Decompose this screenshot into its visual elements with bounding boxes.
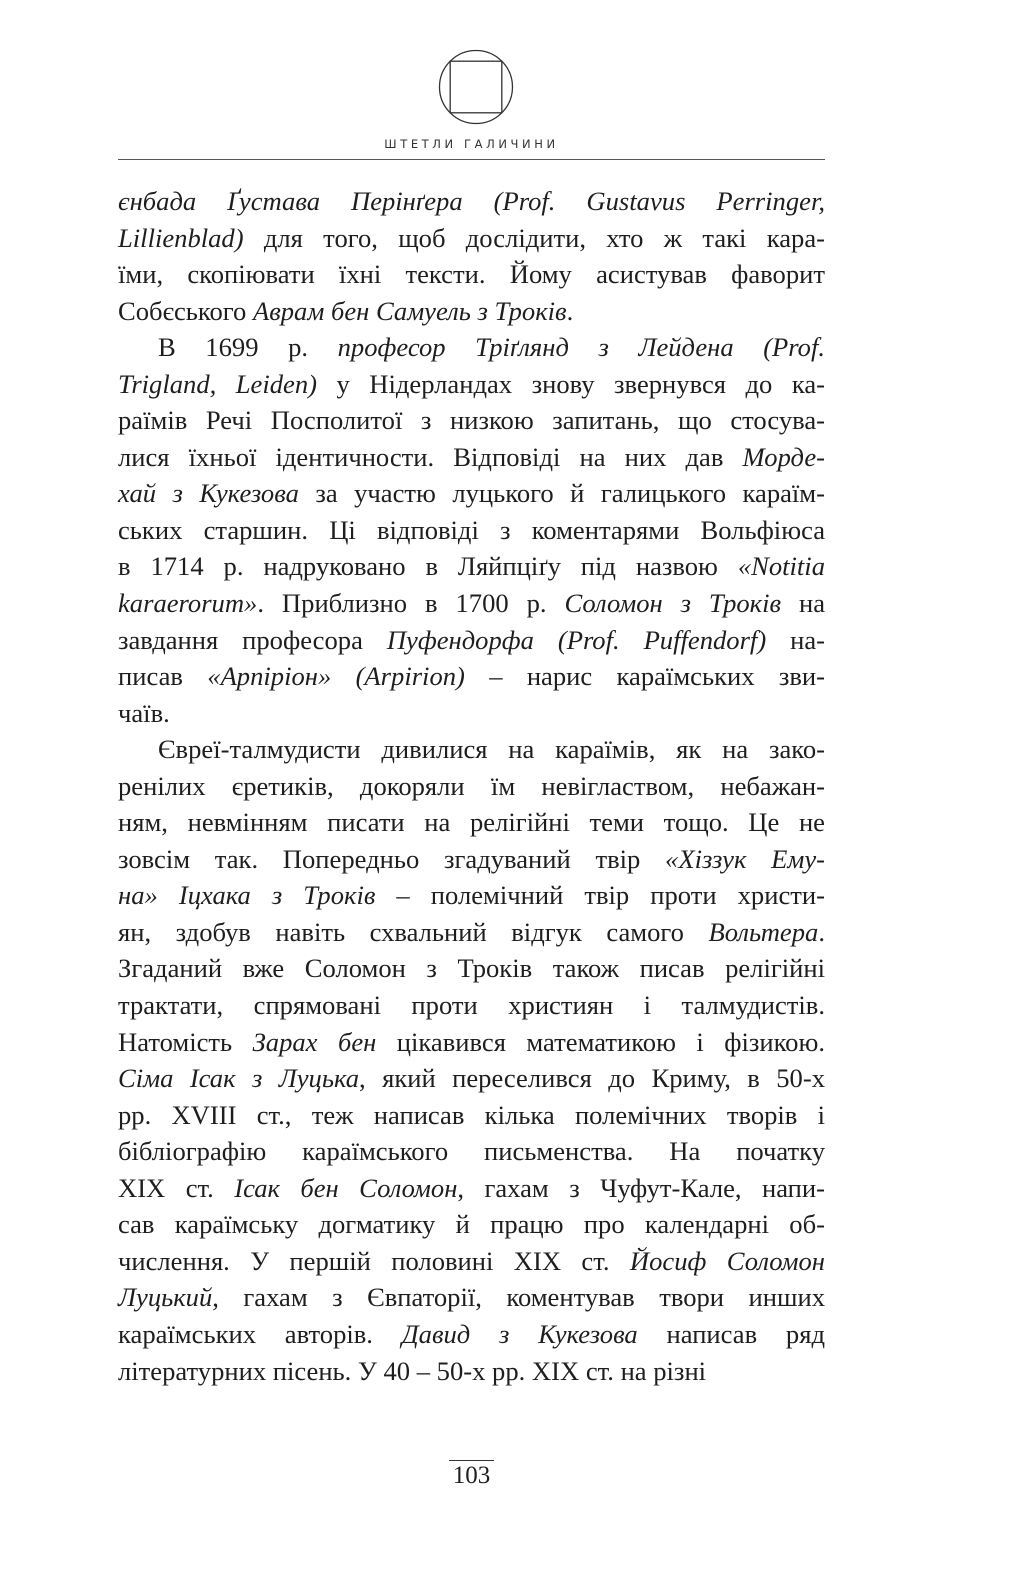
text-line [118,1133,825,1170]
text-run: писав [118,661,208,692]
text-run: , який переселився до Криму, в 50-х [359,1063,825,1094]
circle-square-emblem-icon [438,49,514,125]
text-line [118,475,825,512]
body-text [118,183,825,1389]
italic-text: karaerorum» [118,588,258,619]
text-line [118,1243,825,1280]
text-run: числення. У першій половині XIX ст. [118,1245,630,1276]
text-run: у Нідерландах знову звернувся до ка- [317,368,825,399]
text-run: раїмів Речі Посполитої з низкою запитань, що стосува- [118,405,825,436]
header-rule [118,159,825,160]
text-run: Євреї-талмудисти дивилися на караїмів, як на зако- [158,734,825,765]
page-number: 103 [449,1460,495,1489]
text-line [118,804,825,841]
text-run: – полемічний твір проти христи- [375,880,825,911]
text-run: , гахам з Чуфут-Кале, напи- [457,1172,825,1203]
text-run: , гахам з Євпаторії, коментував твори инших [212,1282,825,1313]
text-line [118,220,825,257]
running-header: ШТЕТЛИ ГАЛИЧИНИ [384,137,559,151]
text-line [118,1024,825,1061]
page-number-container [118,1460,825,1490]
text-line [118,841,825,878]
italic-text: «Notitia [737,551,825,582]
paragraph [118,183,825,329]
text-run: В 1699 р. [158,332,338,363]
paragraph [118,329,825,731]
text-line [118,256,825,293]
italic-text: професор Тріґлянд з Лейдена (Prof. [337,332,825,363]
text-line [118,1316,825,1353]
italic-text: Сіма Ісак з Луцька [118,1063,360,1094]
text-line [118,1353,825,1390]
text-run: за участю луцького й галицького караїм- [298,478,825,509]
text-run: завдання професора [118,624,387,655]
text-line [118,402,825,439]
text-run: лися їхньої ідентичности. Відповіді на них дав [118,441,743,472]
text-line [118,914,825,951]
text-line [118,548,825,585]
text-run: бібліографію караїмського письменства. На початку [118,1136,825,1167]
text-run: цікавився математикою і фізикою. [376,1026,825,1057]
text-line [118,183,825,220]
text-run: ням, невмінням писати на релігійні теми тощо. Це не [118,807,825,838]
paragraph [118,731,825,1389]
italic-text: Вольтера [708,916,819,947]
text-run: Згаданий вже Соломон з Троків також писав релігійні [118,953,825,984]
text-run: трактати, спрямовані проти християн і талмудистів. [118,990,825,1021]
text-run: на- [766,624,826,655]
text-run: рр. XVIII ст., теж написав кілька полемічних творів і [118,1099,825,1130]
text-line [118,950,825,987]
text-run: – нарис караїмських зви- [464,661,825,692]
italic-text: Аврам бен Самуель з Троків [252,295,567,326]
text-line [118,366,825,403]
text-line [118,695,825,732]
text-run: чаїв. [118,697,170,728]
text-run: зовсім так. Попередньо згадуваний твір [118,843,666,874]
text-run: . Приблизно в 1700 р. [257,588,565,619]
text-run: літературних пісень. У 40 – 50-х рр. XIX ст. на різні [118,1355,707,1386]
text-line [118,585,825,622]
text-line [118,1279,825,1316]
text-run: ренілих єретиків, докоряли їм невіглаством, небажан- [118,770,825,801]
text-run: . [818,916,825,947]
italic-text: Пуфендорфа (Prof. Puffendorf) [386,624,767,655]
italic-text: «Арпіріон» (Arpirion) [207,661,465,692]
italic-text: Морде- [742,441,825,472]
text-run: сав караїмську догматику й працю про календарні об- [118,1209,825,1240]
italic-text: єнбада Ґустава Перінґера (Prof. Gustavus Perringer, [118,186,825,216]
italic-text: Зарах бен [252,1026,377,1057]
text-run: XIX ст. [118,1172,235,1203]
text-line [118,1097,825,1134]
text-line [118,768,825,805]
text-line [118,1206,825,1243]
text-run: . [566,295,574,326]
text-run: їми, скопіювати їхні тексти. Йому асистував фаворит [118,259,825,290]
text-run: в 1714 р. надруковано в Ляйпціґу під назвою [118,551,738,582]
italic-text: Lillienblad) [118,222,244,253]
text-line [118,329,825,366]
text-line [118,877,825,914]
text-line [118,439,825,476]
italic-text: «Хіззук Ему- [665,843,826,874]
text-line [118,731,825,768]
text-run: на [781,588,825,619]
italic-text: Луцький [118,1282,213,1313]
text-line [118,622,825,659]
text-line [118,987,825,1024]
italic-text: Соломон з Троків [564,588,782,619]
italic-text: Давид з Кукезова [401,1318,638,1349]
text-run: ських старшин. Ці відповіді з коментарями Вольфіюса [118,514,825,545]
text-line [118,293,825,330]
text-run: ян, здобув навіть схвальний відгук самого [118,916,709,947]
italic-text: Ісак бен Соломон [234,1172,458,1203]
italic-text: Йосиф Соломон [629,1245,825,1276]
italic-text: на» Іцхака з Троків [118,880,376,911]
text-line [118,512,825,549]
text-run: Натомість [118,1026,253,1057]
text-run: написав ряд [637,1318,825,1349]
text-run: для того, щоб дослідити, хто ж такі кара- [243,222,825,253]
text-run: Собєського [118,295,253,326]
text-line [118,1170,825,1207]
italic-text: Trigland, Leiden) [118,368,318,399]
text-run: караїмських авторів. [118,1318,402,1349]
text-line [118,658,825,695]
italic-text: хай з Кукезова [118,478,299,509]
text-line [118,1060,825,1097]
